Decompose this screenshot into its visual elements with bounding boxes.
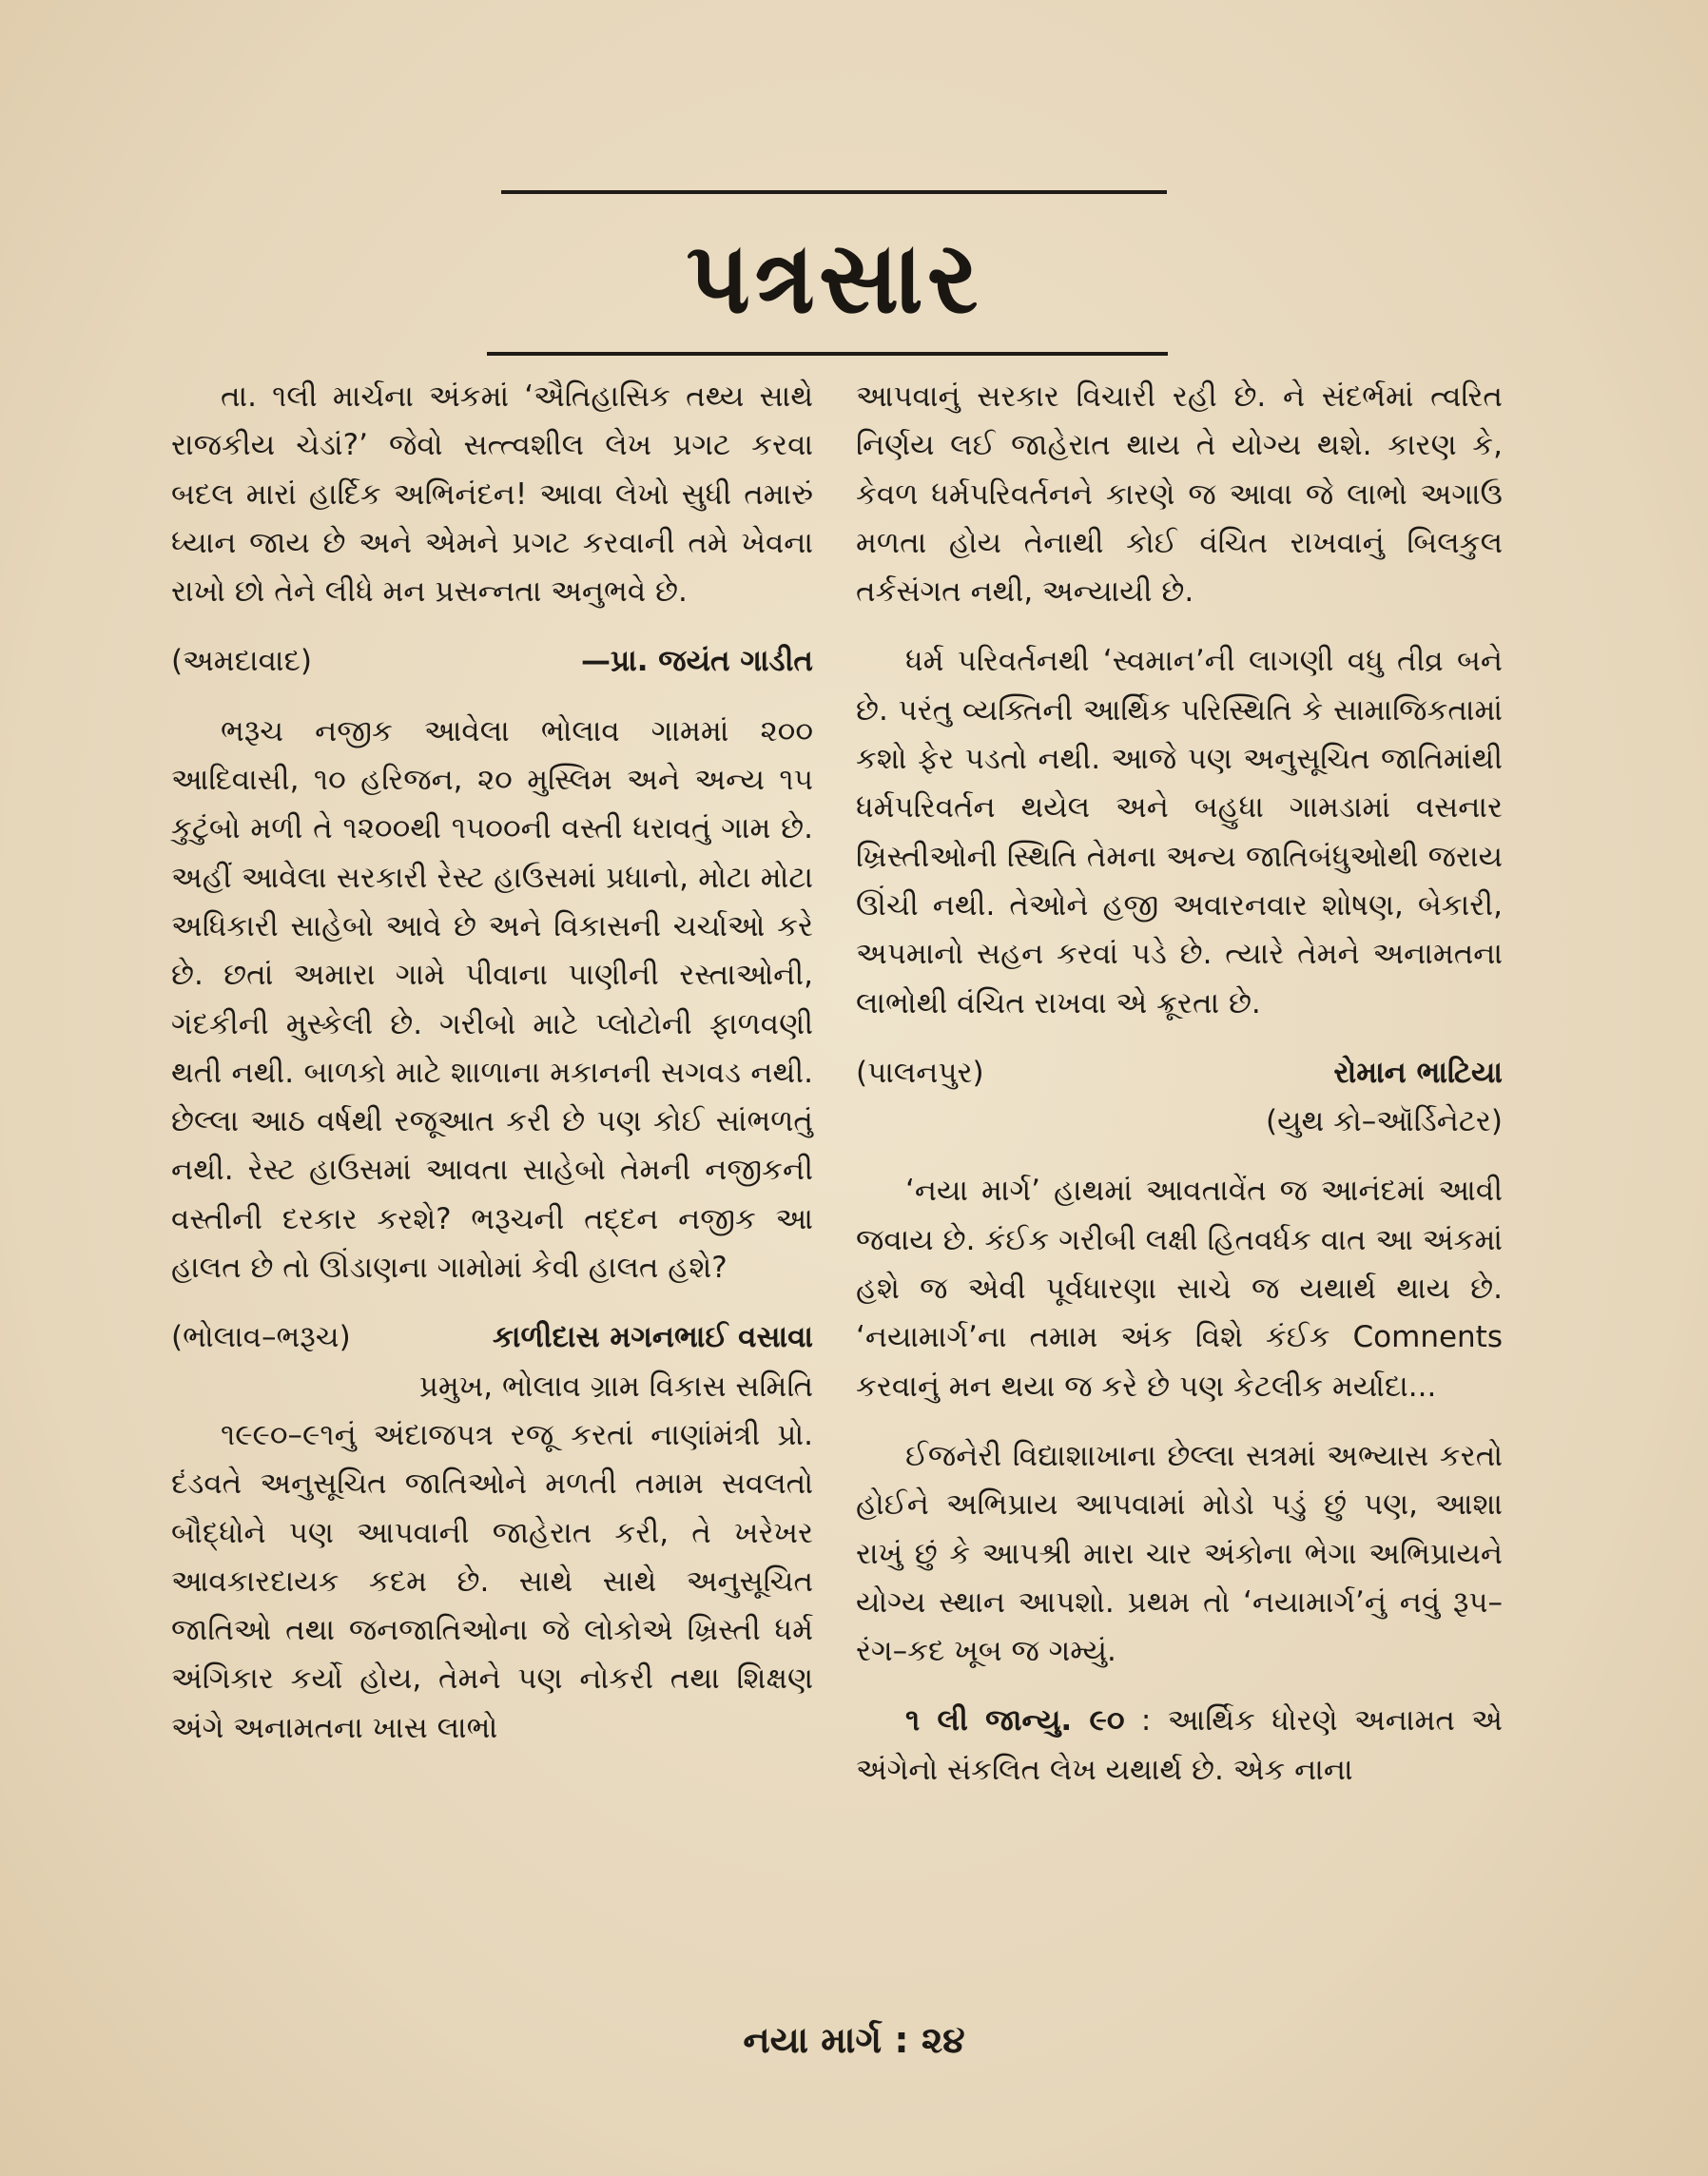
letter3-paragraph-2: ધર્મ પરિવર્તનથી ‘સ્વમાન’ની લાગણી વધુ તીવ્ર બને છે. પરંતુ વ્યક્તિની આર્થિક પરિસ્થિતિ કે સામાજિકતામાં કશો ફેર પડતો નથી. આજે પણ અનુસૂચિત જાતિમાંથી ધર્મપરિવર્તન થયેલ અને બહુધા ગામડામાં વસનાર ખ્રિસ્તીઓની સ્થિતિ તેમના અન્ય જાતિબંધુઓથી જરાય ઊંચી નથી. તેઓને હજી અવારનવાર શોષણ, બેકારી, અપમાનો સહન કરવાં પડે છે. ત્યારે તેમને અનામતના લાભોથી વંચિત રાખવા એ ક્રૂરતા છે.	[856, 644, 1503, 1020]
letter1-paragraph: તા. ૧લી માર્ચના અંકમાં ‘ઐતિહાસિક તથ્ય સાથે રાજકીય ચેડાં?’ જેવો સત્ત્વશીલ લેખ પ્રગટ કરવા બદલ મારાં હાર્દિક અભિનંદન! આવા લેખો સુધી તમારું ધ્યાન જાય છે અને એમને પ્રગટ કરવાની તમે ખેવના રાખો છો તેને લીધે મન પ્રસન્નતા અનુભવે છે.	[171, 379, 813, 610]
right-column	[856, 373, 1503, 1795]
letter1-place: (અમદાવાદ)	[171, 644, 312, 679]
letter2-signature	[171, 1313, 813, 1362]
letter3-designation: (યુથ કો–ઑર્ડિનેટર)	[1266, 1104, 1503, 1139]
letter3-place: (પાલનપુર)	[856, 1055, 984, 1090]
title-rule-bottom	[487, 352, 1168, 356]
letter4-paragraph-3-text: : આર્થિક ધોરણે અનામત એ અંગેનો સંકલિત લેખ યથાર્થ છે. એક નાના	[856, 1703, 1503, 1787]
letter4-paragraph-1: ‘નયા માર્ગ’ હાથમાં આવતાવેંત જ આનંદમાં આવી જવાય છે. કંઈક ગરીબી લક્ષી હિતવર્ધક વાત આ અંકમાં હશે જ એવી પૂર્વધારણા સાચે જ યથાર્થ થાય છે. ‘નયામાર્ગ’ના તમામ અંક વિશે કંઈક Comnents કરવાનું મન થયા જ કરે છે પણ કેટલીક મર્યાદા...	[856, 1174, 1503, 1404]
letter3-signature	[856, 1049, 1503, 1098]
letter3-author: રોમાન ભાટિયા	[1333, 1055, 1503, 1090]
letter1-signature	[171, 637, 813, 686]
letter4-date: ૧ લી જાન્યુ. ૯૦	[905, 1703, 1125, 1739]
letter4-paragraph-2: ઈજનેરી વિદ્યાશાખાના છેલ્લા સત્રમાં અભ્યાસ કરતો હોઈને અભિપ્રાય આપવામાં મોડો પડું છું પણ, આશા રાખું છું કે આપશ્રી મારા ચાર અંકોના ભેગા અભિપ્રાયને યોગ્ય સ્થાન આપશો. પ્રથમ તો ‘નયામાર્ગ’નું નવું રૂપ–રંગ–કદ ખૂબ જ ગમ્યું.	[856, 1438, 1503, 1669]
letter2-place: (ભોલાવ–ભરૂચ)	[171, 1320, 351, 1355]
letter2-designation: પ્રમુખ, ભોલાવ ગ્રામ વિકાસ સમિતિ	[418, 1369, 813, 1404]
letter3-paragraph-start: ૧૯૯૦–૯૧નું અંદાજપત્ર રજૂ કરતાં નાણાંમંત્રી પ્રો. દંડવતે અનુસૂચિત જાતિઓને મળતી તમામ સવલતો બૌદ્ધોને પણ આપવાની જાહેરાત કરી, તે ખરેખર આવકારદાયક કદમ છે. સાથે સાથે અનુસૂચિત જાતિઓ તથા જનજાતિઓના જે લોકોએ ખ્રિસ્તી ધર્મ અંગિકાર કર્યો હોય, તેમને પણ નોકરી તથા શિક્ષણ અંગે અનામતના ખાસ લાભો	[171, 1417, 813, 1745]
letter3-paragraph-continued: આપવાનું સરકાર વિચારી રહી છે. ને સંદર્ભમાં ત્વરિત નિર્ણય લઈ જાહેરાત થાય તે યોગ્ય થશે. કારણ કે, કેવળ ધર્મપરિવર્તનને કારણે જ આવા જે લાભો અગાઉ મળતા હોય તેનાથી કોઈ વંચિત રાખવાનું બિલકુલ તર્કસંગત નથી, અન્યાયી છે.	[856, 379, 1503, 610]
letter1-author: —પ્રા. જયંત ગાડીત	[580, 644, 813, 679]
page-footer: નયા માર્ગ : ૨૪	[743, 2019, 965, 2061]
left-column	[171, 373, 813, 1753]
letter4-paragraph-3	[856, 1697, 1503, 1795]
letter2-paragraph: ભરૂચ નજીક આવેલા ભોલાવ ગામમાં ૨૦૦ આદિવાસી, ૧૦ હરિજન, ૨૦ મુસ્લિમ અને અન્ય ૧૫ કુટુંબો મળી તે ૧૨૦૦થી ૧૫૦૦ની વસ્તી ધરાવતું ગામ છે. અહીં આવેલા સરકારી રેસ્ટ હાઉસમાં પ્રધાનો, મોટા મોટા અધિકારી સાહેબો આવે છે અને વિકાસની ચર્ચાઓ કરે છે. છતાં અમારા ગામે પીવાના પાણીની રસ્તાઓની, ગંદકીની મુસ્કેલી છે. ગરીબો માટે પ્લોટોની ફાળવણી થતી નથી. બાળકો માટે શાળાના મકાનની સગવડ નથી. છેલ્લા આઠ વર્ષથી રજૂઆત કરી છે પણ કોઈ સાંભળતું નથી. રેસ્ટ હાઉસમાં આવતા સાહેબો તેમની નજીકની વસ્તીની દરકાર કરશે? ભરૂચની તદ્દન નજીક આ હાલત છે તો ઊંડાણના ગામોમાં કેવી હાલત હશે?	[171, 713, 813, 1286]
letter2-author: કાળીદાસ મગનભાઈ વસાવા	[492, 1320, 813, 1355]
page-title: પત્રસાર	[686, 220, 982, 336]
title-rule-top	[501, 190, 1167, 194]
